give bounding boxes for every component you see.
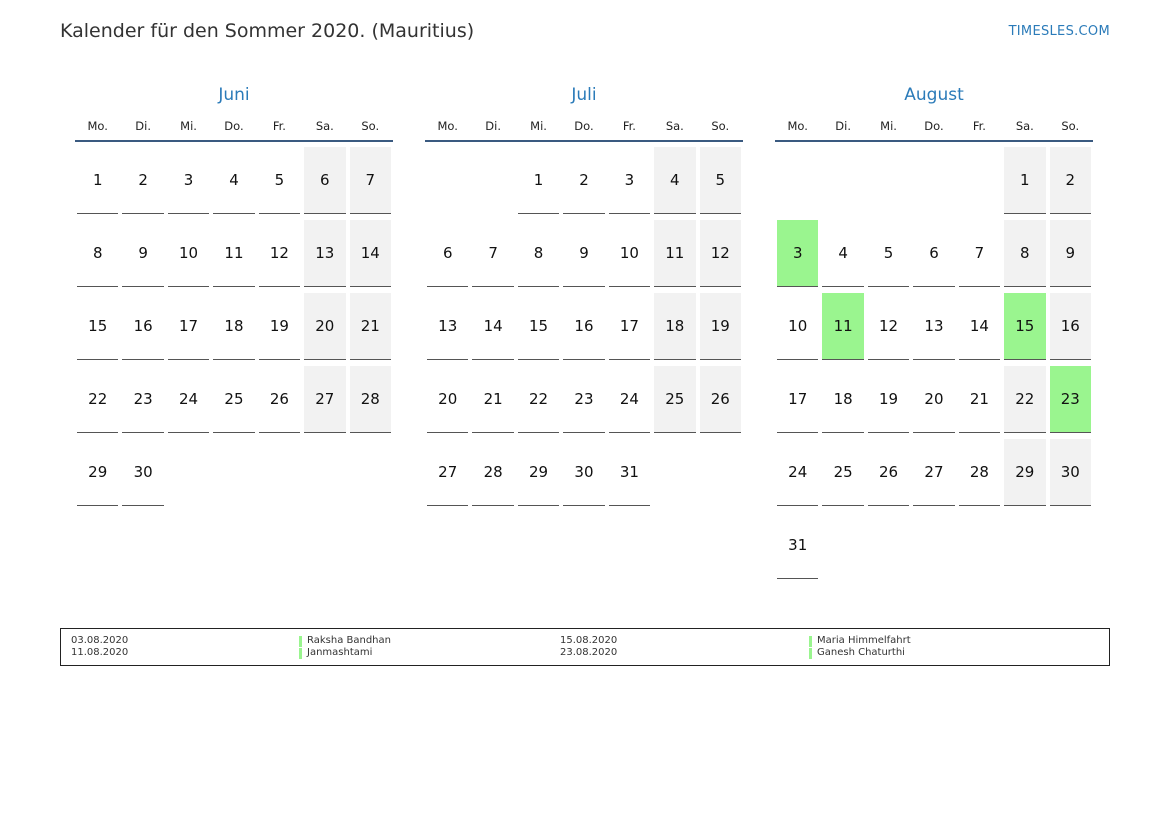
day-cell: 1: [518, 147, 559, 214]
empty-cell: [913, 147, 954, 213]
legend-holiday-name: Janmashtami: [307, 647, 373, 658]
day-cell: 22: [518, 366, 559, 433]
weekday-label: Di.: [485, 119, 501, 133]
day-cell: 24: [777, 439, 818, 506]
empty-cell: [472, 147, 513, 213]
day-cell: 4: [654, 147, 695, 214]
holiday-marker: [299, 636, 302, 647]
empty-cell: [822, 147, 863, 213]
day-cell: 28: [350, 366, 391, 433]
weekday-label: So.: [711, 119, 730, 133]
day-cell: 23: [122, 366, 163, 433]
day-cell: 19: [259, 293, 300, 360]
day-cell: 9: [563, 220, 604, 287]
day-cell: 25: [213, 366, 254, 433]
weekday-label: Fr.: [972, 119, 986, 133]
day-cell: 20: [304, 293, 345, 360]
day-cell: 19: [700, 293, 741, 360]
day-cell: 14: [472, 293, 513, 360]
day-cell: 21: [350, 293, 391, 360]
day-cell: 14: [350, 220, 391, 287]
day-cell: 15: [77, 293, 118, 360]
legend-date: 03.08.2020: [71, 635, 129, 646]
day-cell: 7: [472, 220, 513, 287]
day-cell: 28: [959, 439, 1000, 506]
weekday-label: Do.: [574, 119, 594, 133]
day-cell: 2: [122, 147, 163, 214]
day-cell: 6: [913, 220, 954, 287]
day-cell: 8: [77, 220, 118, 287]
weekday-label: Di.: [835, 119, 851, 133]
empty-cell: [777, 147, 818, 213]
legend-dates-right: [560, 635, 617, 659]
day-cell: 27: [304, 366, 345, 433]
day-cell: 12: [259, 220, 300, 287]
day-cell: 8: [518, 220, 559, 287]
day-cell: 9: [1050, 220, 1091, 287]
day-cell: 30: [122, 439, 163, 506]
day-cell: 13: [304, 220, 345, 287]
day-cell: 8: [1004, 220, 1045, 287]
month-name: Juli: [571, 85, 597, 105]
day-cell: 5: [259, 147, 300, 214]
holiday-day-cell: 15: [1004, 293, 1045, 360]
day-cell: 27: [427, 439, 468, 506]
day-cell: 9: [122, 220, 163, 287]
weekday-label: Do.: [924, 119, 944, 133]
day-cell: 26: [868, 439, 909, 506]
day-cell: 18: [822, 366, 863, 433]
month-juni: [75, 84, 393, 510]
day-cell: 1: [1004, 147, 1045, 214]
day-cell: 20: [913, 366, 954, 433]
day-cell: 2: [563, 147, 604, 214]
day-cell: 24: [609, 366, 650, 433]
day-cell: 17: [609, 293, 650, 360]
day-cell: 23: [563, 366, 604, 433]
weekday-label: Fr.: [622, 119, 636, 133]
day-cell: 30: [563, 439, 604, 506]
day-cell: 4: [213, 147, 254, 214]
legend-holiday-name: Maria Himmelfahrt: [817, 635, 911, 646]
legend-holiday-name: Raksha Bandhan: [307, 635, 391, 646]
holiday-marker: [299, 648, 302, 659]
legend-names-right: [809, 635, 911, 659]
day-cell: 24: [168, 366, 209, 433]
day-grid: [775, 145, 1093, 583]
day-cell: 25: [822, 439, 863, 506]
page-title: Kalender für den Sommer 2020. (Mauritius): [60, 20, 475, 42]
day-cell: 7: [350, 147, 391, 214]
month-name: August: [904, 85, 964, 105]
day-cell: 25: [654, 366, 695, 433]
day-cell: 31: [609, 439, 650, 506]
weekday-label: Mi.: [180, 119, 197, 133]
day-cell: 14: [959, 293, 1000, 360]
day-cell: 21: [959, 366, 1000, 433]
day-cell: 10: [609, 220, 650, 287]
day-cell: 3: [168, 147, 209, 214]
day-cell: 15: [518, 293, 559, 360]
month-juli: [425, 84, 743, 510]
holiday-legend: [60, 628, 1110, 666]
day-cell: 31: [777, 512, 818, 579]
day-cell: 20: [427, 366, 468, 433]
day-cell: 22: [77, 366, 118, 433]
day-cell: 1: [77, 147, 118, 214]
day-cell: 17: [168, 293, 209, 360]
holiday-day-cell: 23: [1050, 366, 1091, 433]
weekday-label: Fr.: [272, 119, 286, 133]
weekday-label: Di.: [135, 119, 151, 133]
weekday-label: Sa.: [665, 119, 684, 133]
weekday-header: [425, 116, 743, 142]
day-cell: 29: [77, 439, 118, 506]
site-link[interactable]: TIMESLES.COM: [1008, 24, 1110, 39]
weekday-label: Sa.: [315, 119, 334, 133]
day-cell: 17: [777, 366, 818, 433]
day-cell: 4: [822, 220, 863, 287]
day-grid: [75, 145, 393, 510]
day-cell: 6: [304, 147, 345, 214]
day-cell: 19: [868, 366, 909, 433]
holiday-day-cell: 11: [822, 293, 863, 360]
empty-cell: [959, 147, 1000, 213]
day-cell: 10: [777, 293, 818, 360]
day-cell: 5: [868, 220, 909, 287]
day-grid: [425, 145, 743, 510]
holiday-marker: [809, 636, 812, 647]
day-cell: 16: [122, 293, 163, 360]
day-cell: 16: [563, 293, 604, 360]
day-cell: 12: [868, 293, 909, 360]
day-cell: 7: [959, 220, 1000, 287]
day-cell: 29: [518, 439, 559, 506]
day-cell: 12: [700, 220, 741, 287]
legend-date: 11.08.2020: [71, 647, 129, 658]
day-cell: 5: [700, 147, 741, 214]
day-cell: 28: [472, 439, 513, 506]
day-cell: 11: [213, 220, 254, 287]
day-cell: 26: [259, 366, 300, 433]
weekday-label: Mo.: [437, 119, 458, 133]
day-cell: 13: [427, 293, 468, 360]
holiday-day-cell: 3: [777, 220, 818, 287]
day-cell: 3: [609, 147, 650, 214]
day-cell: 11: [654, 220, 695, 287]
weekday-header: [775, 116, 1093, 142]
weekday-label: Mo.: [87, 119, 108, 133]
weekday-label: So.: [1061, 119, 1080, 133]
day-cell: 21: [472, 366, 513, 433]
legend-names-left: [299, 635, 391, 659]
day-cell: 27: [913, 439, 954, 506]
holiday-marker: [809, 648, 812, 659]
month-august: [775, 84, 1093, 583]
empty-cell: [868, 147, 909, 213]
day-cell: 26: [700, 366, 741, 433]
weekday-label: Mi.: [530, 119, 547, 133]
day-cell: 30: [1050, 439, 1091, 506]
day-cell: 29: [1004, 439, 1045, 506]
month-name: Juni: [218, 85, 250, 105]
weekday-label: Do.: [224, 119, 244, 133]
empty-cell: [427, 147, 468, 213]
day-cell: 18: [654, 293, 695, 360]
weekday-label: Mo.: [787, 119, 808, 133]
weekday-label: Sa.: [1015, 119, 1034, 133]
legend-date: 15.08.2020: [560, 635, 618, 646]
day-cell: 6: [427, 220, 468, 287]
day-cell: 18: [213, 293, 254, 360]
day-cell: 22: [1004, 366, 1045, 433]
day-cell: 13: [913, 293, 954, 360]
legend-date: 23.08.2020: [560, 647, 618, 658]
day-cell: 16: [1050, 293, 1091, 360]
weekday-label: Mi.: [880, 119, 897, 133]
weekday-label: So.: [361, 119, 380, 133]
day-cell: 2: [1050, 147, 1091, 214]
legend-dates-left: [71, 635, 128, 659]
weekday-header: [75, 116, 393, 142]
day-cell: 10: [168, 220, 209, 287]
legend-holiday-name: Ganesh Chaturthi: [817, 647, 905, 658]
